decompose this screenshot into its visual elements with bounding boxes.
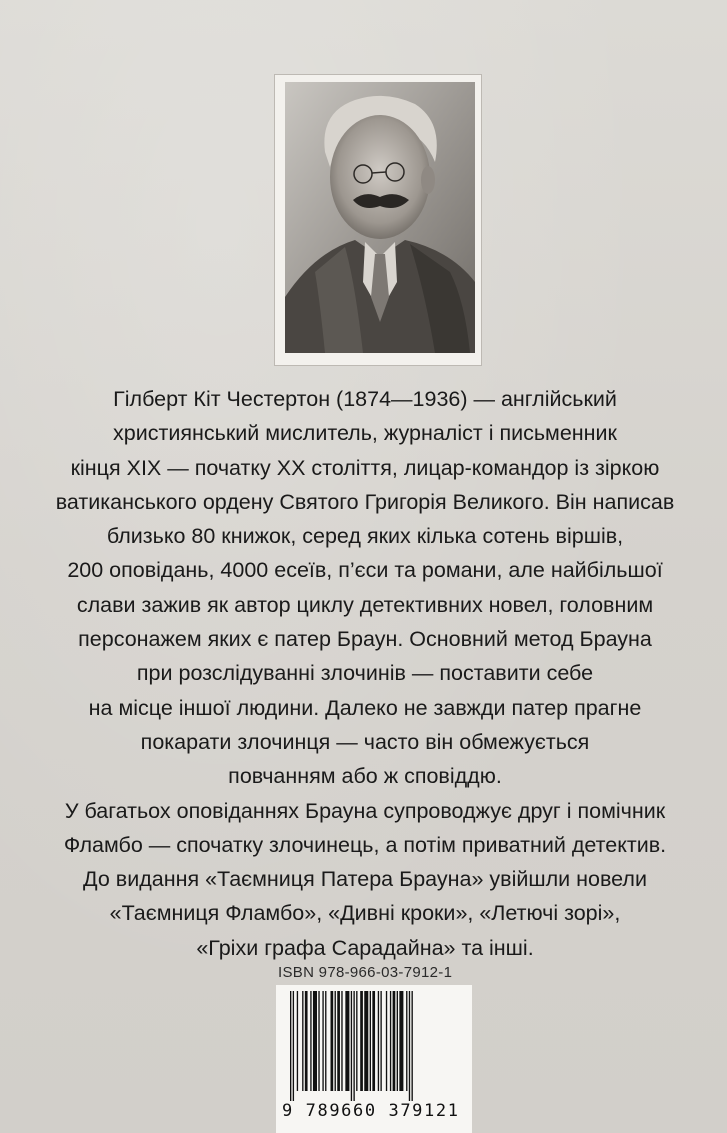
description-line: «Гріхи графа Сарадайна» та інші. <box>196 935 534 960</box>
barcode-bar <box>386 991 387 1091</box>
description-line: Гілберт Кіт Честертон (1874—1936) — англійський <box>113 387 617 411</box>
description-line: персонажем яких є патер Браун. Основний метод Брауна <box>78 627 652 652</box>
barcode-bar <box>409 991 410 1101</box>
barcode-bars <box>290 991 460 1101</box>
barcode-bar <box>356 991 357 1091</box>
barcode-bar <box>390 991 391 1091</box>
barcode-bar <box>412 991 413 1101</box>
barcode-bar <box>310 991 311 1091</box>
barcode-bar <box>297 991 298 1091</box>
description-line: До видання «Таємниця Патера Брауна» увійшли новели <box>83 867 647 892</box>
barcode-bar <box>341 991 342 1091</box>
barcode-bar <box>293 991 294 1101</box>
description-line: «Таємниця Фламбо», «Дивні кроки», «Летючі зорі», <box>109 901 621 926</box>
barcode-bar <box>380 991 381 1091</box>
description-line: Фламбо — спочатку злочинець, а потім приватний детектив. <box>63 832 667 857</box>
isbn-label: ISBN 978-966-03-7912-1 <box>278 964 453 981</box>
barcode-bar <box>325 991 326 1091</box>
description-line: ватиканського ордену Святого Григорія Великого. Він написав <box>55 489 675 514</box>
description-line: У багатьох оповіданнях Брауна супроводжує друг і помічник <box>64 798 666 823</box>
barcode-bar <box>290 991 291 1101</box>
description-line: на місце іншої людини. Далеко не завжди патер прагне <box>88 695 642 720</box>
description-line: християнський мислитель, журналіст і письменник <box>113 421 617 446</box>
barcode-bar <box>397 991 398 1091</box>
barcode-bar <box>335 991 336 1091</box>
barcode-bar <box>313 991 317 1091</box>
barcode-bar <box>351 991 352 1101</box>
author-description <box>40 382 690 965</box>
barcode-digits: 9 789660 379121 <box>282 1101 460 1121</box>
barcode-bar <box>322 991 323 1091</box>
barcode-bar <box>318 991 319 1091</box>
description-line: слави зажив як автор циклу детективних новел, головним <box>76 592 654 617</box>
barcode-bar <box>393 991 396 1091</box>
barcode <box>276 985 472 1133</box>
description-line: при розслідуванні злочинів — поставити себе <box>136 661 594 686</box>
barcode-bar <box>331 991 334 1091</box>
barcode-bar <box>372 991 375 1091</box>
description-line: близько 80 книжок, серед яких кілька сотень віршів, <box>106 524 624 549</box>
description-line: 200 оповідань, 4000 есеїв, п’єси та романи, але найбільшої <box>67 558 663 583</box>
barcode-bar <box>302 991 303 1091</box>
barcode-bar <box>360 991 363 1091</box>
barcode-bar <box>378 991 379 1091</box>
barcode-bar <box>345 991 349 1091</box>
description-line: повчанням або ж сповіддю. <box>228 764 502 789</box>
barcode-bar <box>370 991 371 1091</box>
barcode-bar <box>364 991 368 1091</box>
barcode-bar <box>399 991 403 1091</box>
description-line: кінця XIX — початку XX століття, лицар-командор із зіркою <box>70 455 660 480</box>
barcode-bar <box>337 991 340 1091</box>
barcode-bar <box>353 991 354 1101</box>
author-portrait-image <box>285 82 475 353</box>
barcode-bar <box>305 991 308 1091</box>
barcode-bar <box>406 991 407 1091</box>
description-line: покарати злочинця — часто він обмежується <box>140 729 590 754</box>
author-portrait <box>285 82 475 353</box>
